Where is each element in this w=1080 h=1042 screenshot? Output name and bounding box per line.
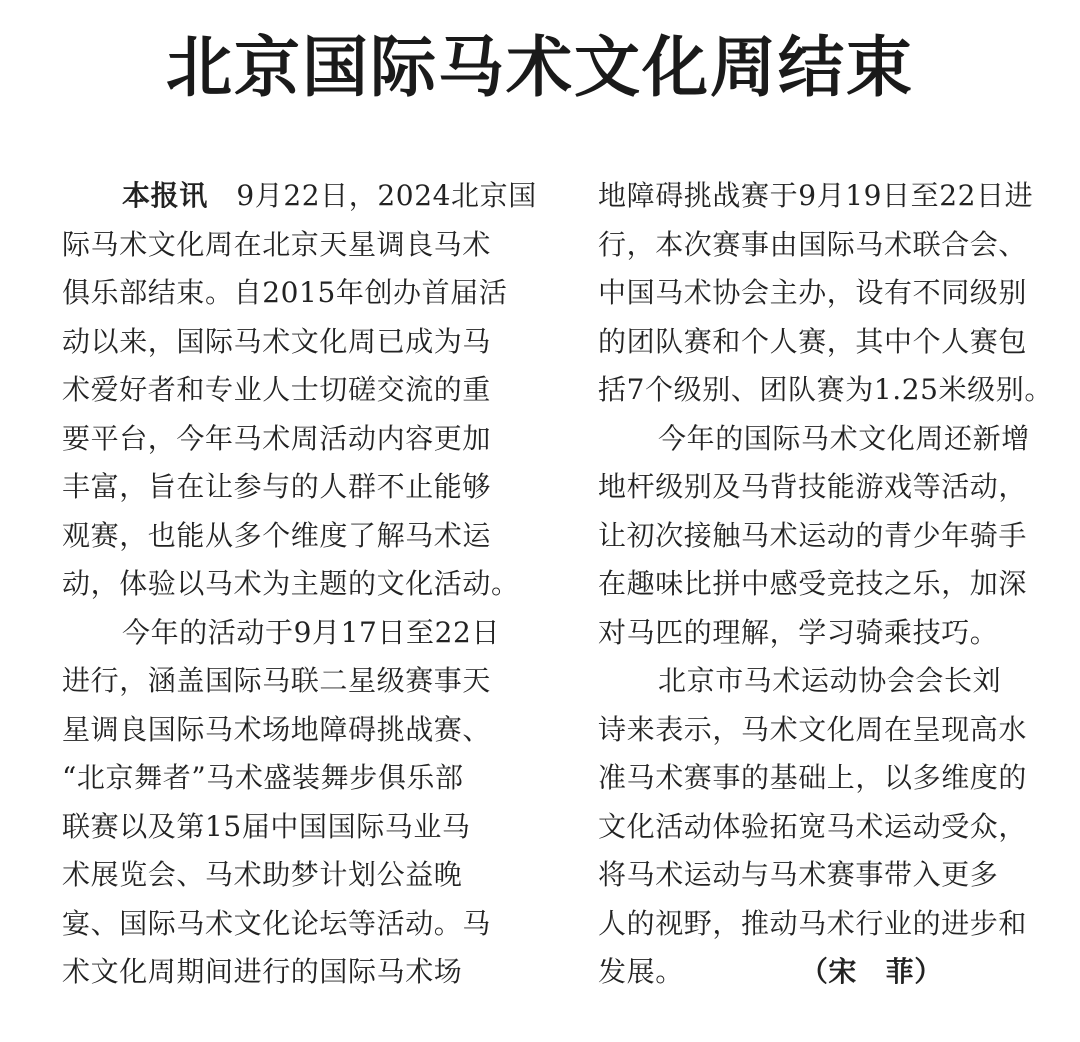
article-column-left [62, 172, 537, 997]
article-column-right [598, 172, 1053, 997]
text-line: 动，体验以马术为主题的文化活动。 [62, 567, 520, 600]
text-line: 今年的活动于9月17日至22日 [122, 615, 501, 649]
text-line [598, 948, 1048, 997]
text-line: 让初次接触马术运动的青少年骑手 [598, 518, 1028, 552]
headline: 北京国际马术文化周结束 [166, 29, 914, 106]
text-line-content: 发展。 [598, 955, 684, 988]
text-line: 今年的国际马术文化周还新增 [658, 421, 1030, 455]
text-line: 人的视野，推动马术行业的进步和 [598, 906, 1028, 940]
text-line: 俱乐部结束。自2015年创办首届活 [62, 276, 508, 309]
text-line: 将马术运动与马术赛事带入更多 [598, 858, 999, 891]
text-line: 准马术赛事的基础上，以多维度的 [598, 761, 1028, 794]
text-line: 北京市马术运动协会会长刘 [658, 664, 1002, 697]
text-line: 星调良国际马术场地障碍挑战赛、 [62, 712, 492, 746]
text-line: 对马匹的理解，学习骑乘技巧。 [598, 615, 999, 649]
text-line: 术爱好者和专业人士切磋交流的重 [62, 373, 492, 406]
text-line [62, 172, 537, 221]
text-line: 括7个级别、团队赛为1.25米级别。 [598, 373, 1053, 406]
text-line: 际马术文化周在北京天星调良马术 [62, 227, 492, 261]
text-line: 在趣味比拼中感受竞技之乐，加深 [598, 567, 1028, 600]
text-line: 诗来表示，马术文化周在呈现高水 [598, 712, 1028, 746]
text-line: 行，本次赛事由国际马术联合会、 [598, 227, 1028, 261]
text-line: 宴、国际马术文化论坛等活动。马 [62, 906, 492, 940]
byline: （宋 菲） [813, 955, 943, 988]
text-line: 动以来，国际马术文化周已成为马 [62, 324, 492, 358]
text-line: 地杆级别及马背技能游戏等活动， [598, 470, 1028, 503]
text-line: 术展览会、马术助梦计划公益晚 [62, 858, 463, 891]
text-line: 进行，涵盖国际马联二星级赛事天 [62, 664, 492, 697]
lead-label: 本报讯 [122, 179, 208, 212]
text-line: 地障碍挑战赛于9月19日至22日进 [598, 179, 1034, 212]
text-line: 观赛，也能从多个维度了解马术运 [62, 518, 492, 552]
text-line: 中国马术协会主办，设有不同级别 [598, 276, 1028, 309]
text-line: 要平台，今年马术周活动内容更加 [62, 421, 492, 455]
text-line: 联赛以及第15届中国国际马业马 [62, 809, 471, 843]
text-line: “北京舞者”马术盛装舞步俱乐部 [62, 761, 464, 794]
text-line: 丰富，旨在让参与的人群不止能够 [62, 470, 492, 503]
text-line-content: 9月22日，2024北京国 [236, 179, 537, 212]
text-line: 的团队赛和个人赛，其中个人赛包 [598, 324, 1028, 358]
text-line: 术文化周期间进行的国际马术场 [62, 955, 463, 988]
text-line: 文化活动体验拓宽马术运动受众， [598, 809, 1028, 843]
